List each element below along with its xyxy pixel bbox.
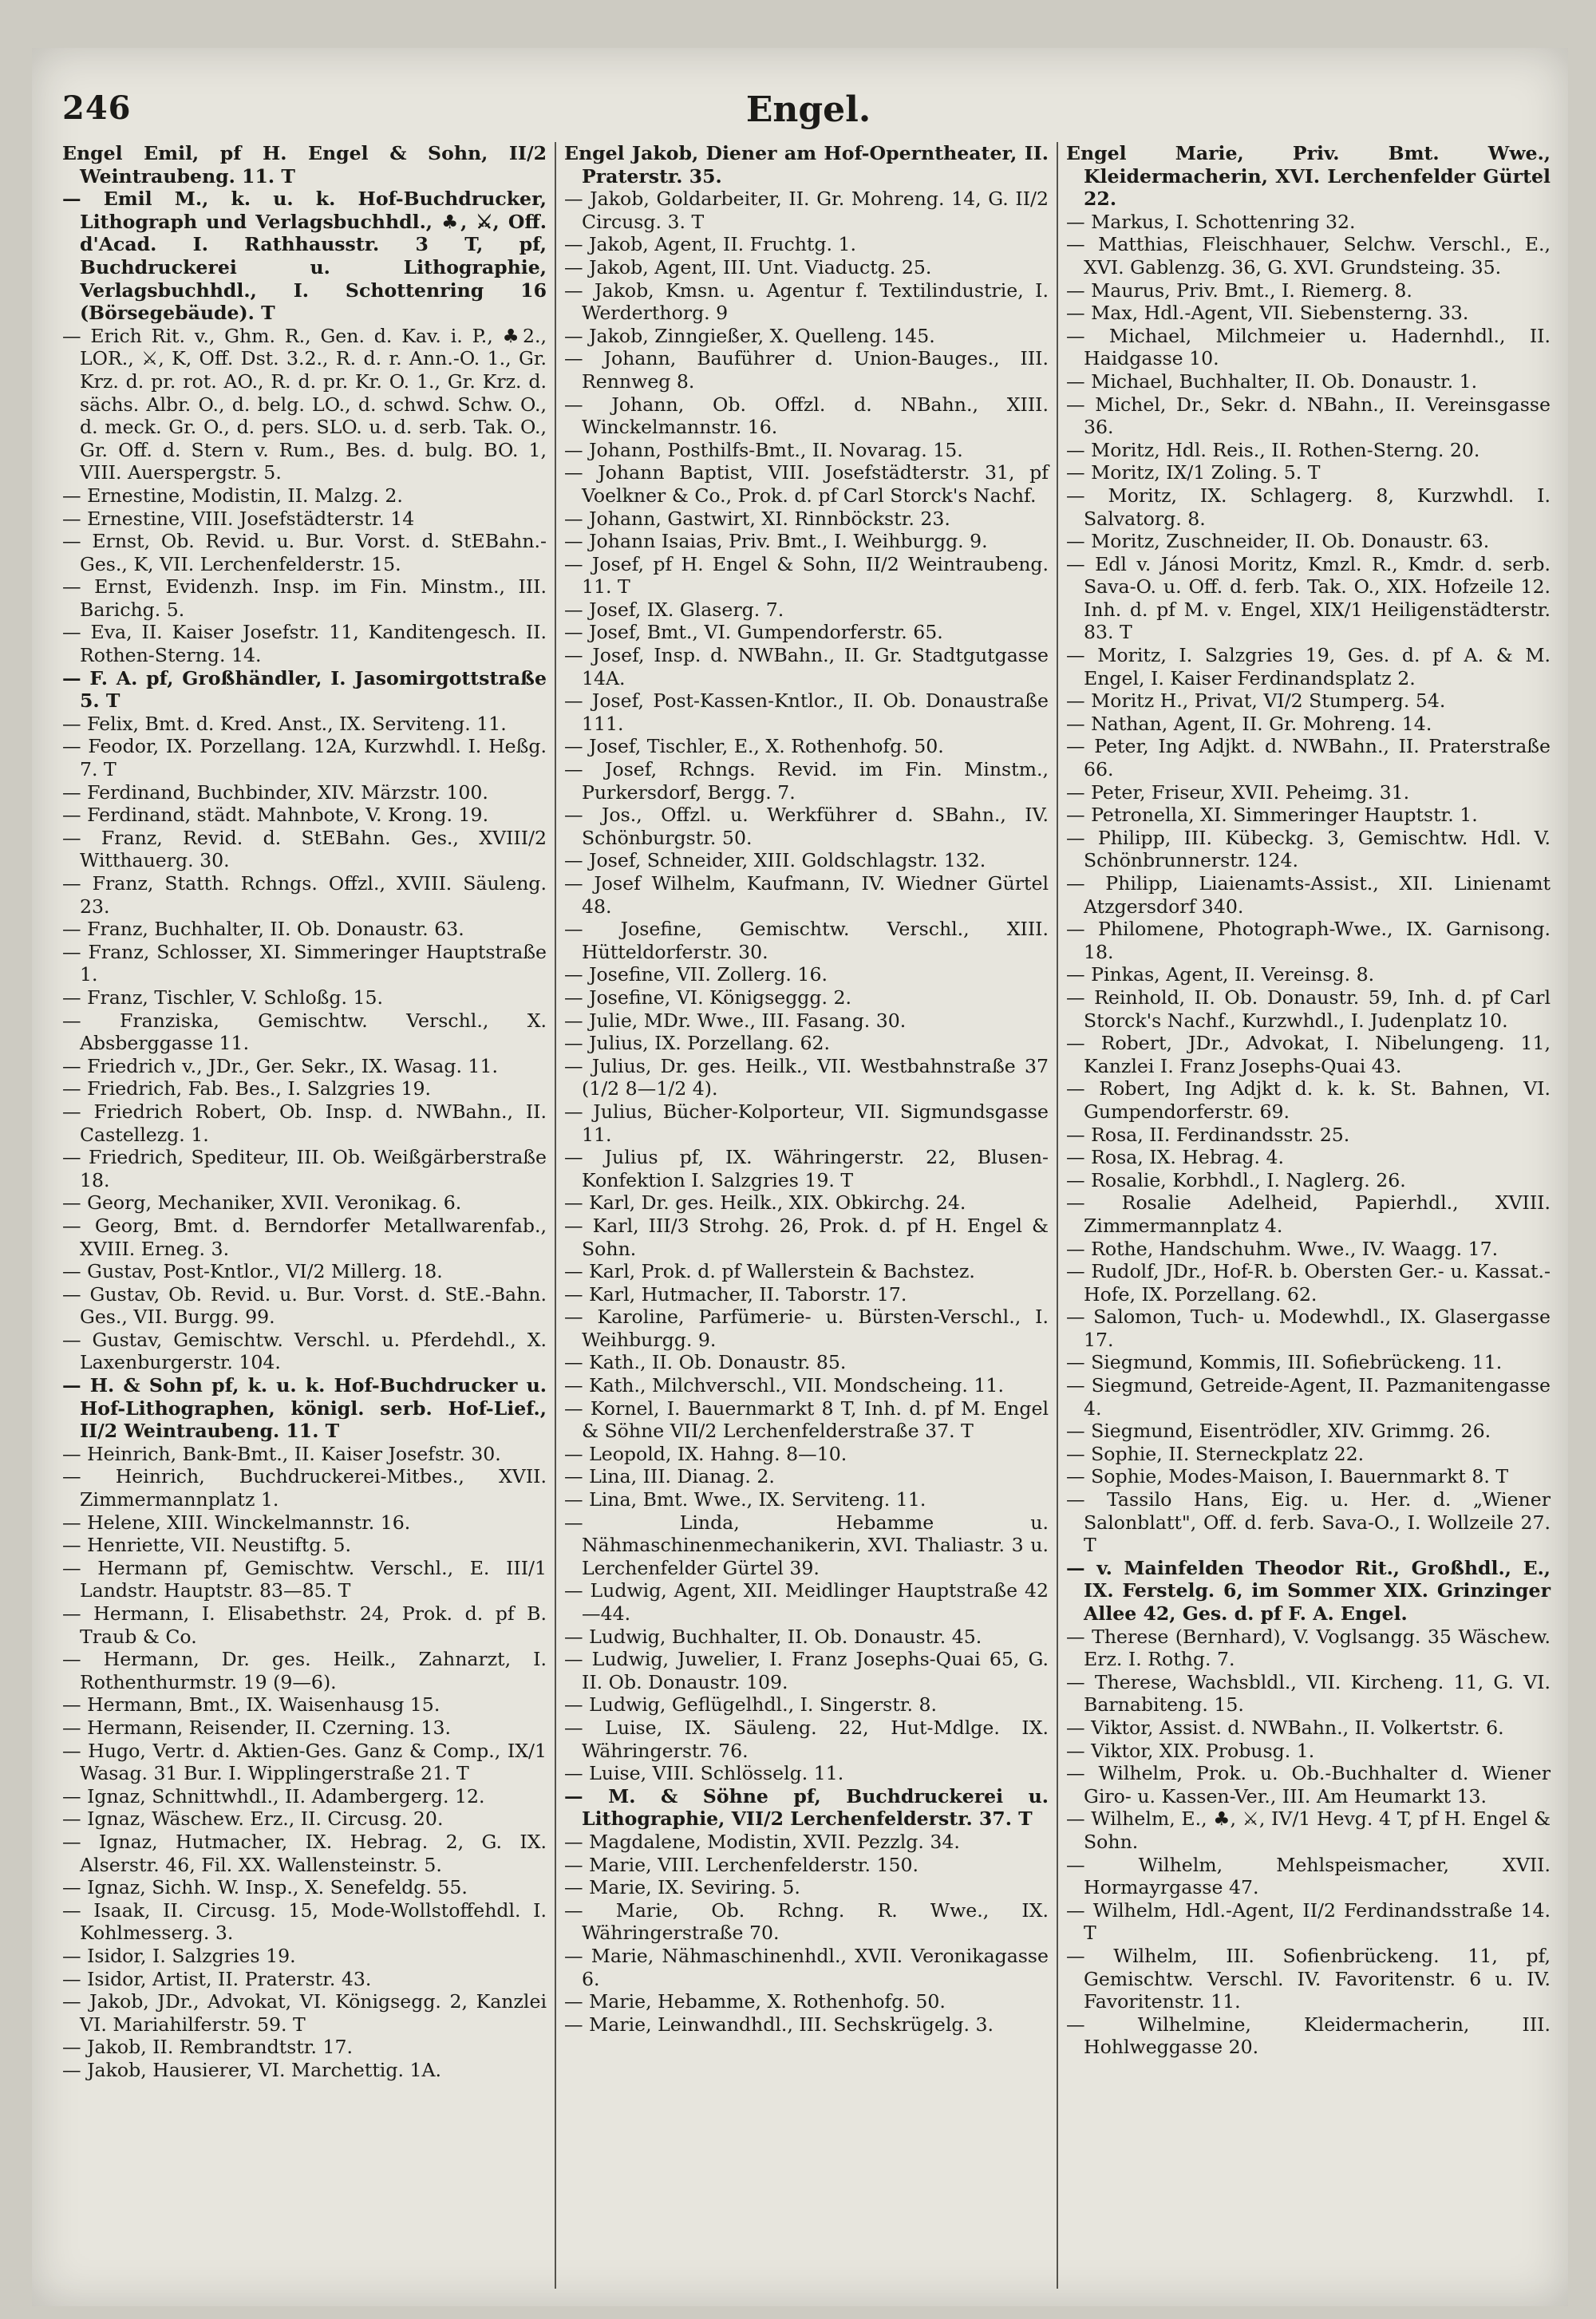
directory-entry: — Viktor, Assist. d. NWBahn., II. Volkertstr. 6. bbox=[1066, 1716, 1504, 1739]
directory-entry: — Marie, Ob. Rchng. R. Wwe., IX. Währingerstraße 70. bbox=[564, 1898, 1049, 1945]
directory-entry: — Siegmund, Eisentrödler, XIV. Grimmg. 26. bbox=[1066, 1420, 1491, 1443]
directory-entry: — Julius, Dr. ges. Heilk., VII. Westbahnstraße 37 (1/2 8—1/2 4). bbox=[564, 1054, 1049, 1100]
directory-entry: — Josef, Rchngs. Revid. im Fin. Minstm., Purkersdorf, Bergg. 7. bbox=[564, 758, 1049, 804]
directory-entry: — Wilhelmine, Kleidermacherin, III. Hohlweggasse 20. bbox=[1066, 2013, 1551, 2059]
directory-entry: — Reinhold, II. Ob. Donaustr. 59, Inh. d. pf Carl Storck's Nachf., Kurzwhdl., I. Judenplatz 10. bbox=[1066, 986, 1551, 1032]
directory-entry: — Karl, Dr. ges. Heilk., XIX. Obkirchg. 24. bbox=[564, 1191, 966, 1215]
directory-entry: — Markus, I. Schottenring 32. bbox=[1066, 210, 1356, 233]
directory-entry: — Franz, Tischler, V. Schloßg. 15. bbox=[62, 986, 384, 1009]
directory-entry: — Michael, Buchhalter, II. Ob. Donaustr. 1. bbox=[1066, 369, 1478, 393]
directory-entry: — Karl, Prok. d. pf Wallerstein & Bachstez. bbox=[564, 1260, 975, 1283]
directory-entry: — Gustav, Post-Kntlor., VI/2 Millerg. 18. bbox=[62, 1260, 443, 1283]
directory-entry: — Erich Rit. v., Ghm. R., Gen. d. Kav. i. P., ♣2., LOR., ⚔, K, Off. Dst. 3.2., R. d. r. Ann.-O. 1., Gr. Krz. d. pr. rot. AO., R. d. pr. Kr. O. 1., Gr. Krz. d. sächs. Albr. O., d. belg. LO., d. schwd. Schw. O., d. meck. Gr. O., d. pers. SLO. u. d. serb. Tak. O., Gr. Off. d. Stern v. Rum., Bes. d. bulg. BO. 1, VIII. Auerspergstr. 5. bbox=[62, 324, 547, 484]
directory-entry: — Pinkas, Agent, II. Vereinsg. 8. bbox=[1066, 963, 1375, 986]
directory-entry: — Ernestine, VIII. Josefstädterstr. 14 bbox=[62, 507, 415, 530]
directory-entry: — Kath., II. Ob. Donaustr. 85. bbox=[564, 1351, 847, 1374]
directory-entry: — Peter, Ing Adjkt. d. NWBahn., II. Praterstraße 66. bbox=[1066, 735, 1551, 781]
directory-entry: — Friedrich v., JDr., Ger. Sekr., IX. Wasag. 11. bbox=[62, 1054, 498, 1077]
directory-entry: — Hugo, Vertr. d. Aktien-Ges. Ganz & Comp., IX/1 Wasag. 31 Bur. I. Wipplingerstraße 21. T bbox=[62, 1739, 547, 1785]
directory-entry: — Ignaz, Sichh. W. Insp., X. Senefeldg. 55. bbox=[62, 1876, 468, 1899]
directory-entry: — Moritz H., Privat, VI/2 Stumperg. 54. bbox=[1066, 689, 1446, 713]
directory-entry: — Rosalie, Korbhdl., I. Naglerg. 26. bbox=[1066, 1168, 1406, 1191]
directory-entry: — Moritz, Hdl. Reis., II. Rothen-Sterng. 20. bbox=[1066, 438, 1480, 461]
directory-entry: — Ludwig, Geflügelhdl., I. Singerstr. 8. bbox=[564, 1693, 937, 1717]
directory-entry: — Luise, VIII. Schlösselg. 11. bbox=[564, 1762, 844, 1785]
directory-entry: — Matthias, Fleischhauer, Selchw. Verschl., E., XVI. Gablenzg. 36, G. XVI. Grundsteing. 35. bbox=[1066, 233, 1551, 279]
directory-entry: — Ludwig, Juwelier, I. Franz Josephs-Quai 65, G. II. Ob. Donaustr. 109. bbox=[564, 1648, 1049, 1693]
directory-entry: — Rothe, Handschuhm. Wwe., IV. Waagg. 17. bbox=[1066, 1237, 1499, 1260]
directory-entry: — Karl, III/3 Strohg. 26, Prok. d. pf H. Engel & Sohn. bbox=[564, 1214, 1049, 1260]
directory-entry: — Jakob, Goldarbeiter, II. Gr. Mohreng. 14, G. II/2 Circusg. 3. T bbox=[564, 188, 1049, 233]
directory-entry: — Hermann, I. Elisabethstr. 24, Prok. d. pf B. Traub & Co. bbox=[62, 1602, 547, 1648]
directory-entry: — Viktor, XIX. Probusg. 1. bbox=[1066, 1739, 1315, 1762]
directory-entry: — Marie, IX. Seviring. 5. bbox=[564, 1876, 800, 1899]
directory-entry: — Georg, Bmt. d. Berndorfer Metallwarenfab., XVIII. Erneg. 3. bbox=[62, 1214, 547, 1260]
directory-entry: — Therese, Wachsbldl., VII. Kircheng. 11, G. VI. Barnabiteng. 15. bbox=[1066, 1670, 1551, 1717]
directory-entry: Engel Emil, pf H. Engel & Sohn, II/2 Weintraubeng. 11. T bbox=[62, 142, 547, 188]
directory-entry: — Julie, MDr. Wwe., III. Fasang. 30. bbox=[564, 1009, 907, 1032]
directory-entry: — Leopold, IX. Hahng. 8—10. bbox=[564, 1442, 847, 1465]
page-header bbox=[62, 81, 1555, 145]
directory-entry: — Philipp, III. Kübeckg. 3, Gemischtw. Hdl. V. Schönbrunnerstr. 124. bbox=[1066, 826, 1551, 872]
directory-entry: — Josefine, VII. Zollerg. 16. bbox=[564, 963, 828, 986]
directory-page bbox=[32, 48, 1568, 2306]
directory-entry: — Wilhelm, Mehlspeismacher, XVII. Hormayrgasse 47. bbox=[1066, 1853, 1551, 1899]
directory-entry: — Ignaz, Hutmacher, IX. Hebrag. 2, G. IX. Alserstr. 46, Fil. XX. Wallensteinstr. 5. bbox=[62, 1830, 547, 1876]
column-1 bbox=[62, 142, 555, 2289]
directory-entry: — Moritz, I. Salzgries 19, Ges. d. pf A. & M. Engel, I. Kaiser Ferdinandsplatz 2. bbox=[1066, 644, 1551, 689]
directory-entry: — Eva, II. Kaiser Josefstr. 11, Kanditengesch. II. Rothen-Sterng. 14. bbox=[62, 621, 547, 667]
directory-entry: — Heinrich, Bank-Bmt., II. Kaiser Josefstr. 30. bbox=[62, 1442, 501, 1465]
page-number: 246 bbox=[62, 89, 132, 127]
directory-entry: — Helene, XIII. Winckelmannstr. 16. bbox=[62, 1511, 411, 1534]
directory-entry: — Rosa, II. Ferdinandsstr. 25. bbox=[1066, 1123, 1350, 1146]
directory-entry: — Johann, Ob. Offzl. d. NBahn., XIII. Winckelmannstr. 16. bbox=[564, 393, 1049, 439]
directory-entry: — Lina, III. Dianag. 2. bbox=[564, 1465, 775, 1488]
directory-entry: — Linda, Hebamme u. Nähmaschinenmechanikerin, XVI. Thaliastr. 3 u. Lerchenfelder Gürtel 39. bbox=[564, 1511, 1049, 1579]
directory-entry: — Wilhelm, Hdl.-Agent, II/2 Ferdinandsstraße 14. T bbox=[1066, 1898, 1551, 1945]
directory-entry: — Rosalie Adelheid, Papierhdl., XVIII. Zimmermannplatz 4. bbox=[1066, 1191, 1551, 1237]
directory-entry: — Hermann, Bmt., IX. Waisenhausg 15. bbox=[62, 1693, 440, 1717]
directory-entry: — Josef, pf H. Engel & Sohn, II/2 Weintraubeng. 11. T bbox=[564, 552, 1049, 599]
directory-entry: — Johann, Gastwirt, XI. Rinnböckstr. 23. bbox=[564, 507, 950, 530]
directory-entry: — Josefine, VI. Königseggg. 2. bbox=[564, 986, 852, 1009]
directory-entry: — Gustav, Gemischtw. Verschl. u. Pferdehdl., X. Laxenburgerstr. 104. bbox=[62, 1328, 547, 1374]
directory-entry: — Robert, JDr., Advokat, I. Nibelungeng. 11, Kanzlei I. Franz Josephs-Quai 43. bbox=[1066, 1032, 1551, 1077]
running-head: Engel. bbox=[745, 89, 871, 130]
directory-entry: — Nathan, Agent, II. Gr. Mohreng. 14. bbox=[1066, 712, 1432, 735]
directory-entry: — Josef, Insp. d. NWBahn., II. Gr. Stadtgutgasse 14A. bbox=[564, 644, 1049, 689]
directory-entry: — Jakob, Zinngießer, X. Quelleng. 145. bbox=[564, 324, 935, 347]
directory-entry: — Josef, Tischler, E., X. Rothenhofg. 50. bbox=[564, 735, 944, 758]
directory-entry: — Sophie, Modes-Maison, I. Bauernmarkt 8. T bbox=[1066, 1465, 1509, 1488]
directory-entry: — Jakob, II. Rembrandtstr. 17. bbox=[62, 2036, 353, 2059]
directory-entry: — Kath., Milchverschl., VII. Mondscheing. 11. bbox=[564, 1374, 1004, 1397]
directory-entry: — Siegmund, Getreide-Agent, II. Pazmanitengasse 4. bbox=[1066, 1374, 1551, 1420]
directory-entry: — Peter, Friseur, XVII. Peheimg. 31. bbox=[1066, 780, 1410, 804]
directory-entry: — Franziska, Gemischtw. Verschl., X. Absberggasse 11. bbox=[62, 1009, 547, 1055]
directory-entry: — Marie, Hebamme, X. Rothenhofg. 50. bbox=[564, 1990, 946, 2013]
directory-entry: — Jakob, Agent, III. Unt. Viaductg. 25. bbox=[564, 255, 932, 279]
directory-entry: — Ferdinand, städt. Mahnbote, V. Krong. 19. bbox=[62, 804, 489, 827]
directory-entry: — Josef, Post-Kassen-Kntlor., II. Ob. Donaustraße 111. bbox=[564, 689, 1049, 735]
directory-entry: — Tassilo Hans, Eig. u. Her. d. „Wiener Salonblatt", Off. d. ferb. Sava-O., I. Wollzeile 27. T bbox=[1066, 1488, 1551, 1557]
directory-entry: — Ludwig, Buchhalter, II. Ob. Donaustr. 45. bbox=[564, 1625, 982, 1648]
directory-entry: — Max, Hdl.-Agent, VII. Siebensterng. 33. bbox=[1066, 302, 1469, 325]
directory-entry: — Philipp, Liaienamts-Assist., XII. Linienamt Atzgersdorf 340. bbox=[1066, 872, 1551, 918]
directory-entry: — Edl v. Jánosi Moritz, Kmzl. R., Kmdr. d. serb. Sava-O. u. Off. d. ferb. Tak. O., XIX. Hofzeile 12. Inh. d. pf M. v. Engel, XIX/1 Heiligenstädterstr. 83. T bbox=[1066, 552, 1551, 644]
directory-entry: — Kornel, I. Bauernmarkt 8 T, Inh. d. pf M. Engel & Söhne VII/2 Lerchenfelderstraße 37. T bbox=[564, 1397, 1049, 1443]
directory-entry: Engel Marie, Priv. Bmt. Wwe., Kleidermacherin, XVI. Lerchenfelder Gürtel 22. bbox=[1066, 142, 1551, 211]
directory-entry: — Michael, Milchmeier u. Hadernhdl., II. Haidgasse 10. bbox=[1066, 324, 1551, 370]
directory-entry: — Marie, VIII. Lerchenfelderstr. 150. bbox=[564, 1853, 918, 1876]
directory-entry: — Wilhelm, III. Sofienbrückeng. 11, pf, Gemischtw. Verschl. IV. Favoritenstr. 6 u. IV. Favoritenstr. 11. bbox=[1066, 1944, 1551, 2013]
directory-entry: — Josef Wilhelm, Kaufmann, IV. Wiedner Gürtel 48. bbox=[564, 872, 1049, 918]
directory-entry: — Rudolf, JDr., Hof-R. b. Obersten Ger.- u. Kassat.-Hofe, IX. Porzellang. 62. bbox=[1066, 1260, 1551, 1306]
directory-entry: — Karoline, Parfümerie- u. Bürsten-Verschl., I. Weihburgg. 9. bbox=[564, 1306, 1049, 1351]
directory-entry: — Felix, Bmt. d. Kred. Anst., IX. Serviteng. 11. bbox=[62, 712, 507, 735]
directory-entry: — Johann Isaias, Priv. Bmt., I. Weihburgg. 9. bbox=[564, 530, 988, 553]
directory-entry: — Franz, Schlosser, XI. Simmeringer Hauptstraße 1. bbox=[62, 940, 547, 986]
directory-entry: — Johann Baptist, VIII. Josefstädterstr. 31, pf Voelkner & Co., Prok. d. pf Carl Storck's Nachf. bbox=[564, 461, 1049, 507]
directory-entry: — Therese (Bernhard), V. Voglsangg. 35 Wäschew. Erz. I. Rothg. 7. bbox=[1066, 1625, 1551, 1671]
directory-entry: — Siegmund, Kommis, III. Sofiebrückeng. 11. bbox=[1066, 1351, 1503, 1374]
directory-entry: — Moritz, IX/1 Zoling. 5. T bbox=[1066, 461, 1321, 484]
directory-entry: — Julius, IX. Porzellang. 62. bbox=[564, 1032, 831, 1055]
directory-entry: — Isidor, Artist, II. Praterstr. 43. bbox=[62, 1967, 372, 1990]
directory-entry: — Isaak, II. Circusg. 15, Mode-Wollstoffehdl. I. Kohlmesserg. 3. bbox=[62, 1898, 547, 1945]
directory-entry: — Petronella, XI. Simmeringer Hauptstr. 1. bbox=[1066, 804, 1478, 827]
column-2 bbox=[555, 142, 1057, 2289]
directory-entry: — Robert, Ing Adjkt d. k. k. St. Bahnen, VI. Gumpendorferstr. 69. bbox=[1066, 1077, 1551, 1123]
directory-entry: — Ernestine, Modistin, II. Malzg. 2. bbox=[62, 484, 403, 507]
directory-entry: — Moritz, Zuschneider, II. Ob. Donaustr. 63. bbox=[1066, 530, 1490, 553]
directory-entry: — Josef, Bmt., VI. Gumpendorferstr. 65. bbox=[564, 621, 943, 644]
directory-entry: — Emil M., k. u. k. Hof-Buchdrucker, Lithograph und Verlagsbuchhdl., ♣, ⚔, Off. d'Acad. I. Rathhausstr. 3 T, pf, Buchdruckerei u. Lithographie, Verlagsbuchhdl., I. Schottenring 16 (Börsegebäude). T bbox=[62, 188, 547, 325]
directory-entry: — Ernst, Ob. Revid. u. Bur. Vorst. d. StEBahn.-Ges., K, VII. Lerchenfelderstr. 15. bbox=[62, 530, 547, 575]
directory-entry: — Julius pf, IX. Währingerstr. 22, Blusen-Konfektion I. Salzgries 19. T bbox=[564, 1146, 1049, 1191]
directory-entry: — v. Mainfelden Theodor Rit., Großhdl., E., IX. Ferstelg. 6, im Sommer XIX. Grinzinger Allee 42, Ges. d. pf F. A. Engel. bbox=[1066, 1556, 1551, 1625]
directory-entry: — Gustav, Ob. Revid. u. Bur. Vorst. d. StE.-Bahn. Ges., VII. Burgg. 99. bbox=[62, 1282, 547, 1329]
directory-entry: — Josefine, Gemischtw. Verschl., XIII. Hütteldorferstr. 30. bbox=[564, 918, 1049, 963]
column-3 bbox=[1057, 142, 1558, 2289]
directory-entry: — Feodor, IX. Porzellang. 12A, Kurzwhdl. I. Heßg. 7. T bbox=[62, 735, 547, 781]
directory-entry: — Marie, Nähmaschinenhdl., XVII. Veronikagasse 6. bbox=[564, 1944, 1049, 1990]
directory-entry: — Wilhelm, E., ♣, ⚔, IV/1 Hevg. 4 T, pf H. Engel & Sohn. bbox=[1066, 1807, 1551, 1853]
directory-entry: — Moritz, IX. Schlagerg. 8, Kurzwhdl. I. Salvatorg. 8. bbox=[1066, 484, 1551, 530]
directory-entry: — Philomene, Photograph-Wwe., IX. Garnisong. 18. bbox=[1066, 918, 1551, 963]
directory-entry: — Jos., Offzl. u. Werkführer d. SBahn., IV. Schönburgstr. 50. bbox=[564, 804, 1049, 849]
directory-entry: — Georg, Mechaniker, XVII. Veronikag. 6. bbox=[62, 1191, 462, 1215]
directory-entry: — Ignaz, Schnittwhdl., II. Adambergerg. 12. bbox=[62, 1784, 485, 1807]
directory-columns bbox=[62, 142, 1558, 2289]
directory-entry: — Hermann, Reisender, II. Czerning. 13. bbox=[62, 1716, 451, 1739]
directory-entry: — Ernst, Evidenzh. Insp. im Fin. Minstm., III. Barichg. 5. bbox=[62, 575, 547, 621]
directory-entry: — Jakob, Kmsn. u. Agentur f. Textilindustrie, I. Werderthorg. 9 bbox=[564, 279, 1049, 325]
directory-entry: — Henriette, VII. Neustiftg. 5. bbox=[62, 1534, 351, 1557]
directory-entry: — Jakob, Hausierer, VI. Marchettig. 1A. bbox=[62, 2058, 441, 2081]
directory-entry: — Michel, Dr., Sekr. d. NBahn., II. Vereinsgasse 36. bbox=[1066, 393, 1551, 439]
directory-entry: — Jakob, Agent, II. Fruchtg. 1. bbox=[564, 233, 856, 256]
directory-entry: — Josef, Schneider, XIII. Goldschlagstr. 132. bbox=[564, 849, 986, 872]
directory-entry: — Jakob, JDr., Advokat, VI. Königsegg. 2, Kanzlei VI. Mariahilferstr. 59. T bbox=[62, 1990, 547, 2036]
directory-entry: — Magdalene, Modistin, XVII. Pezzlg. 34. bbox=[564, 1830, 960, 1853]
directory-entry: — Ferdinand, Buchbinder, XIV. Märzstr. 100. bbox=[62, 780, 488, 804]
directory-entry: — Hermann, Dr. ges. Heilk., Zahnarzt, I. Rothenthurmstr. 19 (9—6). bbox=[62, 1648, 547, 1693]
directory-entry: — Franz, Buchhalter, II. Ob. Donaustr. 63. bbox=[62, 918, 464, 941]
directory-entry: — Salomon, Tuch- u. Modewhdl., IX. Glasergasse 17. bbox=[1066, 1306, 1551, 1351]
directory-entry: — Franz, Revid. d. StEBahn. Ges., XVIII/2 Witthauerg. 30. bbox=[62, 826, 547, 872]
directory-entry: — Rosa, IX. Hebrag. 4. bbox=[1066, 1146, 1284, 1169]
directory-entry: Engel Jakob, Diener am Hof-Operntheater, II. Praterstr. 35. bbox=[564, 142, 1049, 188]
directory-entry: — Karl, Hutmacher, II. Taborstr. 17. bbox=[564, 1282, 907, 1306]
directory-entry: — F. A. pf, Großhändler, I. Jasomirgottstraße 5. T bbox=[62, 666, 547, 713]
directory-entry: — Friedrich, Spediteur, III. Ob. Weißgärberstraße 18. bbox=[62, 1146, 547, 1191]
directory-entry: — Friedrich, Fab. Bes., I. Salzgries 19. bbox=[62, 1077, 431, 1100]
directory-entry: — Johann, Bauführer d. Union-Bauges., III. Rennweg 8. bbox=[564, 347, 1049, 393]
directory-entry: — Hermann pf, Gemischtw. Verschl., E. III/1 Landstr. Hauptstr. 83—85. T bbox=[62, 1556, 547, 1602]
directory-entry: — Wilhelm, Prok. u. Ob.-Buchhalter d. Wiener Giro- u. Kassen-Ver., III. Am Heumarkt 13. bbox=[1066, 1762, 1551, 1807]
directory-entry: — Lina, Bmt. Wwe., IX. Serviteng. 11. bbox=[564, 1488, 926, 1511]
directory-entry: — H. & Sohn pf, k. u. k. Hof-Buchdrucker u. Hof-Lithographen, königl. serb. Hof-Lief., II/2 Weintraubeng. 11. T bbox=[62, 1374, 547, 1443]
directory-entry: — M. & Söhne pf, Buchdruckerei u. Lithographie, VII/2 Lerchenfelderstr. 37. T bbox=[564, 1784, 1049, 1831]
directory-entry: — Franz, Statth. Rchngs. Offzl., XVIII. Säuleng. 23. bbox=[62, 872, 547, 918]
directory-entry: — Johann, Posthilfs-Bmt., II. Novarag. 15. bbox=[564, 438, 963, 461]
directory-entry: — Isidor, I. Salzgries 19. bbox=[62, 1944, 296, 1967]
directory-entry: — Friedrich Robert, Ob. Insp. d. NWBahn., II. Castellezg. 1. bbox=[62, 1100, 547, 1146]
directory-entry: — Julius, Bücher-Kolporteur, VII. Sigmundsgasse 11. bbox=[564, 1100, 1049, 1146]
directory-entry: — Sophie, II. Sterneckplatz 22. bbox=[1066, 1442, 1365, 1465]
directory-entry: — Josef, IX. Glaserg. 7. bbox=[564, 598, 784, 621]
directory-entry: — Luise, IX. Säuleng. 22, Hut-Mdlge. IX. Währingerstr. 76. bbox=[564, 1716, 1049, 1762]
directory-entry: — Maurus, Priv. Bmt., I. Riemerg. 8. bbox=[1066, 279, 1412, 302]
directory-entry: — Ignaz, Wäschew. Erz., II. Circusg. 20. bbox=[62, 1807, 444, 1831]
directory-entry: — Marie, Leinwandhdl., III. Sechskrügelg. 3. bbox=[564, 2013, 994, 2036]
directory-entry: — Heinrich, Buchdruckerei-Mitbes., XVII. Zimmermannplatz 1. bbox=[62, 1465, 547, 1511]
directory-entry: — Ludwig, Agent, XII. Meidlinger Hauptstraße 42—44. bbox=[564, 1579, 1049, 1625]
